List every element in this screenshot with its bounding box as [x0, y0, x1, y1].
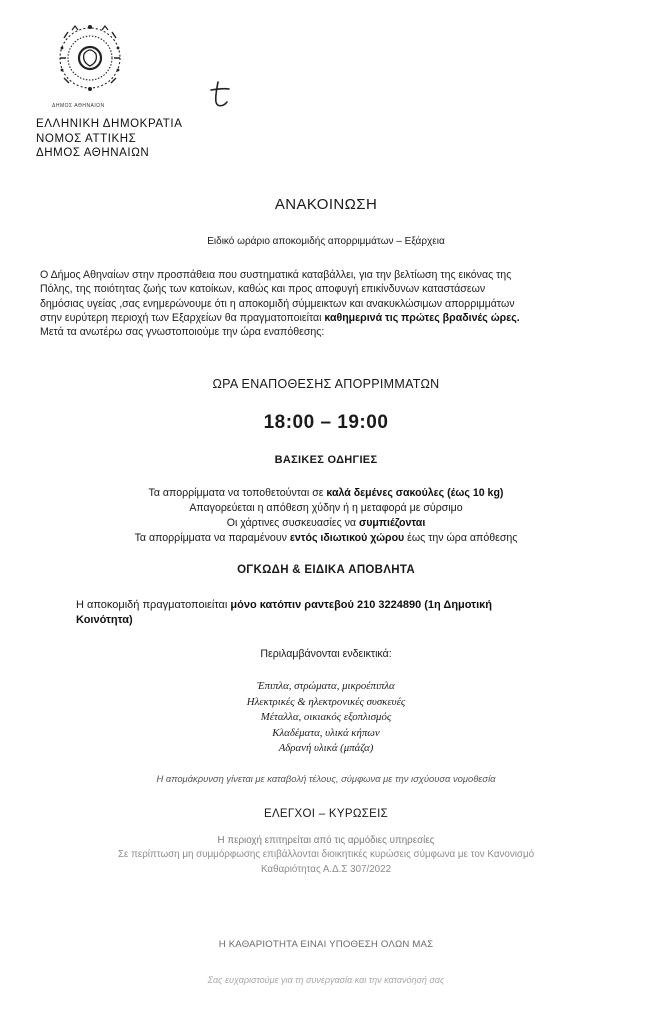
controls-line: Η περιοχή επιτηρείται από τις αρμόδιες υπηρεσίες	[217, 835, 435, 846]
removal-fee-note: Η απομάκρυνση γίνεται με καταβολή τέλους, σύμφωνα με την ισχύουσα νομοθεσία	[156, 773, 496, 784]
header-line-republic: ΕΛΛΗΝΙΚΗ ΔΗΜΟΚΡΑΤΙΑ	[36, 118, 183, 130]
basic-instructions-heading: ΒΑΣΙΚΕΣ ΟΔΗΓΙΕΣ	[274, 454, 378, 466]
intro-line: Πόλης, της ποιότητας ζωής των κατοίκων, καθώς και προς αποφυγή επικίνδυνων καταστάσεων	[40, 283, 486, 296]
controls-heading: ΕΛΕΓΧΟΙ – ΚΥΡΩΣΕΙΣ	[263, 808, 389, 820]
deposit-heading: ΩΡΑ ΕΝΑΠΟΘΕΣΗΣ ΑΠΟΡΡΙΜΜΑΤΩΝ	[212, 377, 440, 391]
controls-line: Σε περίπτωση μη συμμόρφωσης επιβάλλονται διοικητικές κυρώσεις σύμφωνα με τον Κανονισμό	[117, 849, 535, 861]
intro-line: Μετά τα ανωτέρω σας γνωστοποιούμε την ώρα εναπόθεσης:	[40, 326, 325, 339]
municipality-emblem-icon	[50, 18, 130, 108]
closing-thanks: Σας ευχαριστούμε για τη συνεργασία και την κατανόησή σας	[207, 975, 445, 985]
included-items-label: Περιλαμβάνονται ενδεικτικά:	[260, 648, 392, 660]
intro-text: στην ευρύτερη περιοχή των Εξαρχείων θα πραγματοποιείται	[40, 311, 325, 324]
instruction-emphasis: καλά δεμένες σακούλες (έως 10 kg)	[326, 487, 504, 499]
list-item: Έπιπλα, στρώματα, μικροέπιπλα	[257, 680, 395, 692]
controls-line: Καθαριότητας Α.Δ.Σ 307/2022	[260, 863, 392, 875]
appointment-community: Κοινότητα)	[76, 614, 133, 626]
instruction-item	[0, 486, 652, 501]
list-item: Ηλεκτρικές & ηλεκτρονικές συσκευές	[246, 695, 406, 708]
instruction-text: Οι χάρτινες συσκευασίες να	[226, 517, 359, 529]
cleanliness-slogan: Η ΚΑΘΑΡΙΟΤΗΤΑ ΕΙΝΑΙ ΥΠΟΘΕΣΗ ΟΛΩΝ ΜΑΣ	[218, 939, 434, 950]
instruction-item	[0, 531, 652, 546]
controls-text	[0, 834, 652, 877]
header-line-prefecture: ΝΟΜΟΣ ΑΤΤΙΚΗΣ	[36, 132, 137, 145]
appointment-emphasis: μόνο κατόπιν ραντεβού	[230, 599, 354, 611]
instruction-emphasis: εντός ιδιωτικού χώρου	[289, 532, 405, 544]
instruction-item	[0, 516, 652, 531]
handwritten-mark-icon	[205, 78, 241, 110]
instruction-text: Τα απορρίμματα να παραμένουν	[134, 532, 290, 544]
list-item: Αδρανή υλικά (μπάζα)	[278, 742, 374, 755]
appointment-text: Η αποκομιδή πραγματοποιείται	[76, 599, 231, 611]
document-title: ΑΝΑΚΟΙΝΩΣΗ	[274, 196, 378, 213]
instruction-emphasis: συμπιέζονται	[359, 517, 426, 529]
list-item: Μέταλλα, οικιακός εξοπλισμός	[260, 711, 392, 724]
intro-line: δημόσιας υγείας ,σας ενημερώνουμε ότι η αποκομιδή σύμμεικτων και ανακυκλώσιμων απορριμμάτων	[40, 297, 515, 310]
bulky-items-list	[0, 679, 652, 757]
deposit-time: 18:00 – 19:00	[263, 412, 389, 433]
intro-line: Ο Δήμος Αθηναίων στην προσπάθεια που συστηματικά καταβάλλει, για την βελτίωση της εικόνας της	[40, 269, 512, 281]
intro-emphasis: καθημερινά τις πρώτες βραδινές ώρες.	[324, 311, 520, 324]
appointment-phone: 210 3224890 (1η Δημοτική	[353, 599, 493, 611]
instruction-text: έως την ώρα απόθεσης	[404, 532, 518, 544]
intro-line	[40, 311, 616, 325]
instruction-text: Τα απορρίμματα να τοποθετούνται σε	[148, 487, 327, 499]
basic-instructions-list	[0, 486, 652, 546]
header-line-municipality: ΔΗΜΟΣ ΑΘΗΝΑΙΩΝ	[36, 147, 150, 159]
bulky-waste-appointment-text	[76, 598, 596, 628]
intro-paragraph	[40, 268, 616, 339]
bulky-waste-heading: ΟΓΚΩΔΗ & ΕΙΔΙΚΑ ΑΠΟΒΛΗΤΑ	[237, 564, 415, 576]
instruction-item: Απαγορεύεται η απόθεση χύδην ή η μεταφορά με σύρσιμο	[189, 502, 463, 514]
list-item: Κλαδέματα, υλικά κήπων	[272, 726, 380, 739]
logo-caption: ΔΗΜΟΣ ΑΘΗΝΑΙΩΝ	[52, 103, 105, 109]
issuer-header	[36, 117, 182, 161]
document-subtitle: Ειδικό ωράριο αποκομιδής απορριμμάτων – Εξάρχεια	[207, 236, 445, 247]
